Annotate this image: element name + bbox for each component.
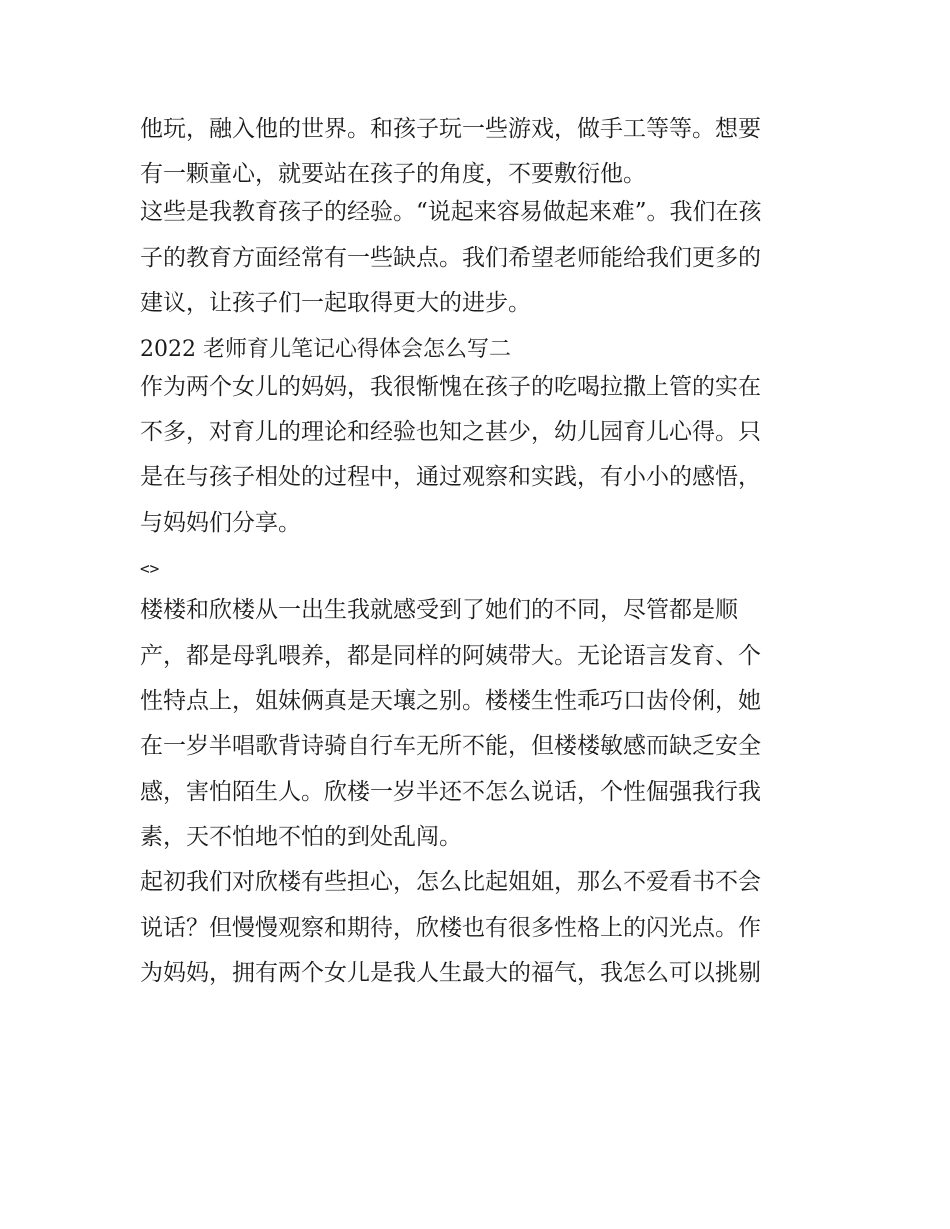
text-line: 有一颗童心，就要站在孩子的角度，不要敷衍他。 — [140, 161, 646, 188]
text-line: 他玩，融入他的世界。和孩子玩一些游戏，做手工等等。想要 — [140, 116, 761, 142]
text-line: 这些是我教育孩子的经验。“说起来容易做起来难”。我们在孩 — [140, 199, 762, 226]
text-line: 作为两个女儿的妈妈，我很惭愧在孩子的吃喝拉撒上管的实在 — [140, 373, 761, 400]
text-line: 产，都是母乳喂养，都是同样的阿姨带大。无论语言发育、个 — [140, 642, 761, 669]
text-line: 素，天不怕地不怕的到处乱闯。 — [140, 824, 462, 851]
text-line: 不多，对育儿的理论和经验也知之甚少，幼儿园育儿心得。只 — [140, 418, 761, 445]
text-line: 与妈妈们分享。 — [140, 509, 301, 536]
placeholder-marker: <> — [140, 559, 160, 579]
section-heading: 2022 老师育儿笔记心得体会怎么写二 — [140, 336, 511, 362]
text-line: 是在与孩子相处的过程中，通过观察和实践，有小小的感悟， — [140, 464, 761, 491]
text-line: 在一岁半唱歌背诗骑自行车无所不能，但楼楼敏感而缺乏安全 — [140, 733, 761, 760]
text-line: 建议，让孩子们一起取得更大的进步。 — [140, 290, 531, 317]
text-line: 起初我们对欣楼有些担心，怎么比起姐姐，那么不爱看书不会 — [140, 869, 761, 896]
text-line: 为妈妈，拥有两个女儿是我人生最大的福气，我怎么可以挑剔 — [140, 960, 761, 987]
text-line: 性特点上，姐妹俩真是天壤之别。楼楼生性乖巧口齿伶俐，她 — [140, 687, 761, 714]
text-line: 子的教育方面经常有一些缺点。我们希望老师能给我们更多的 — [140, 244, 761, 271]
text-line: 感，害怕陌生人。欣楼一岁半还不怎么说话，个性倔强我行我 — [140, 778, 761, 805]
document-body — [140, 107, 820, 997]
text-line: 楼楼和欣楼从一出生我就感受到了她们的不同，尽管都是顺 — [140, 597, 738, 624]
text-line: 说话？但慢慢观察和期待，欣楼也有很多性格上的闪光点。作 — [140, 914, 761, 941]
